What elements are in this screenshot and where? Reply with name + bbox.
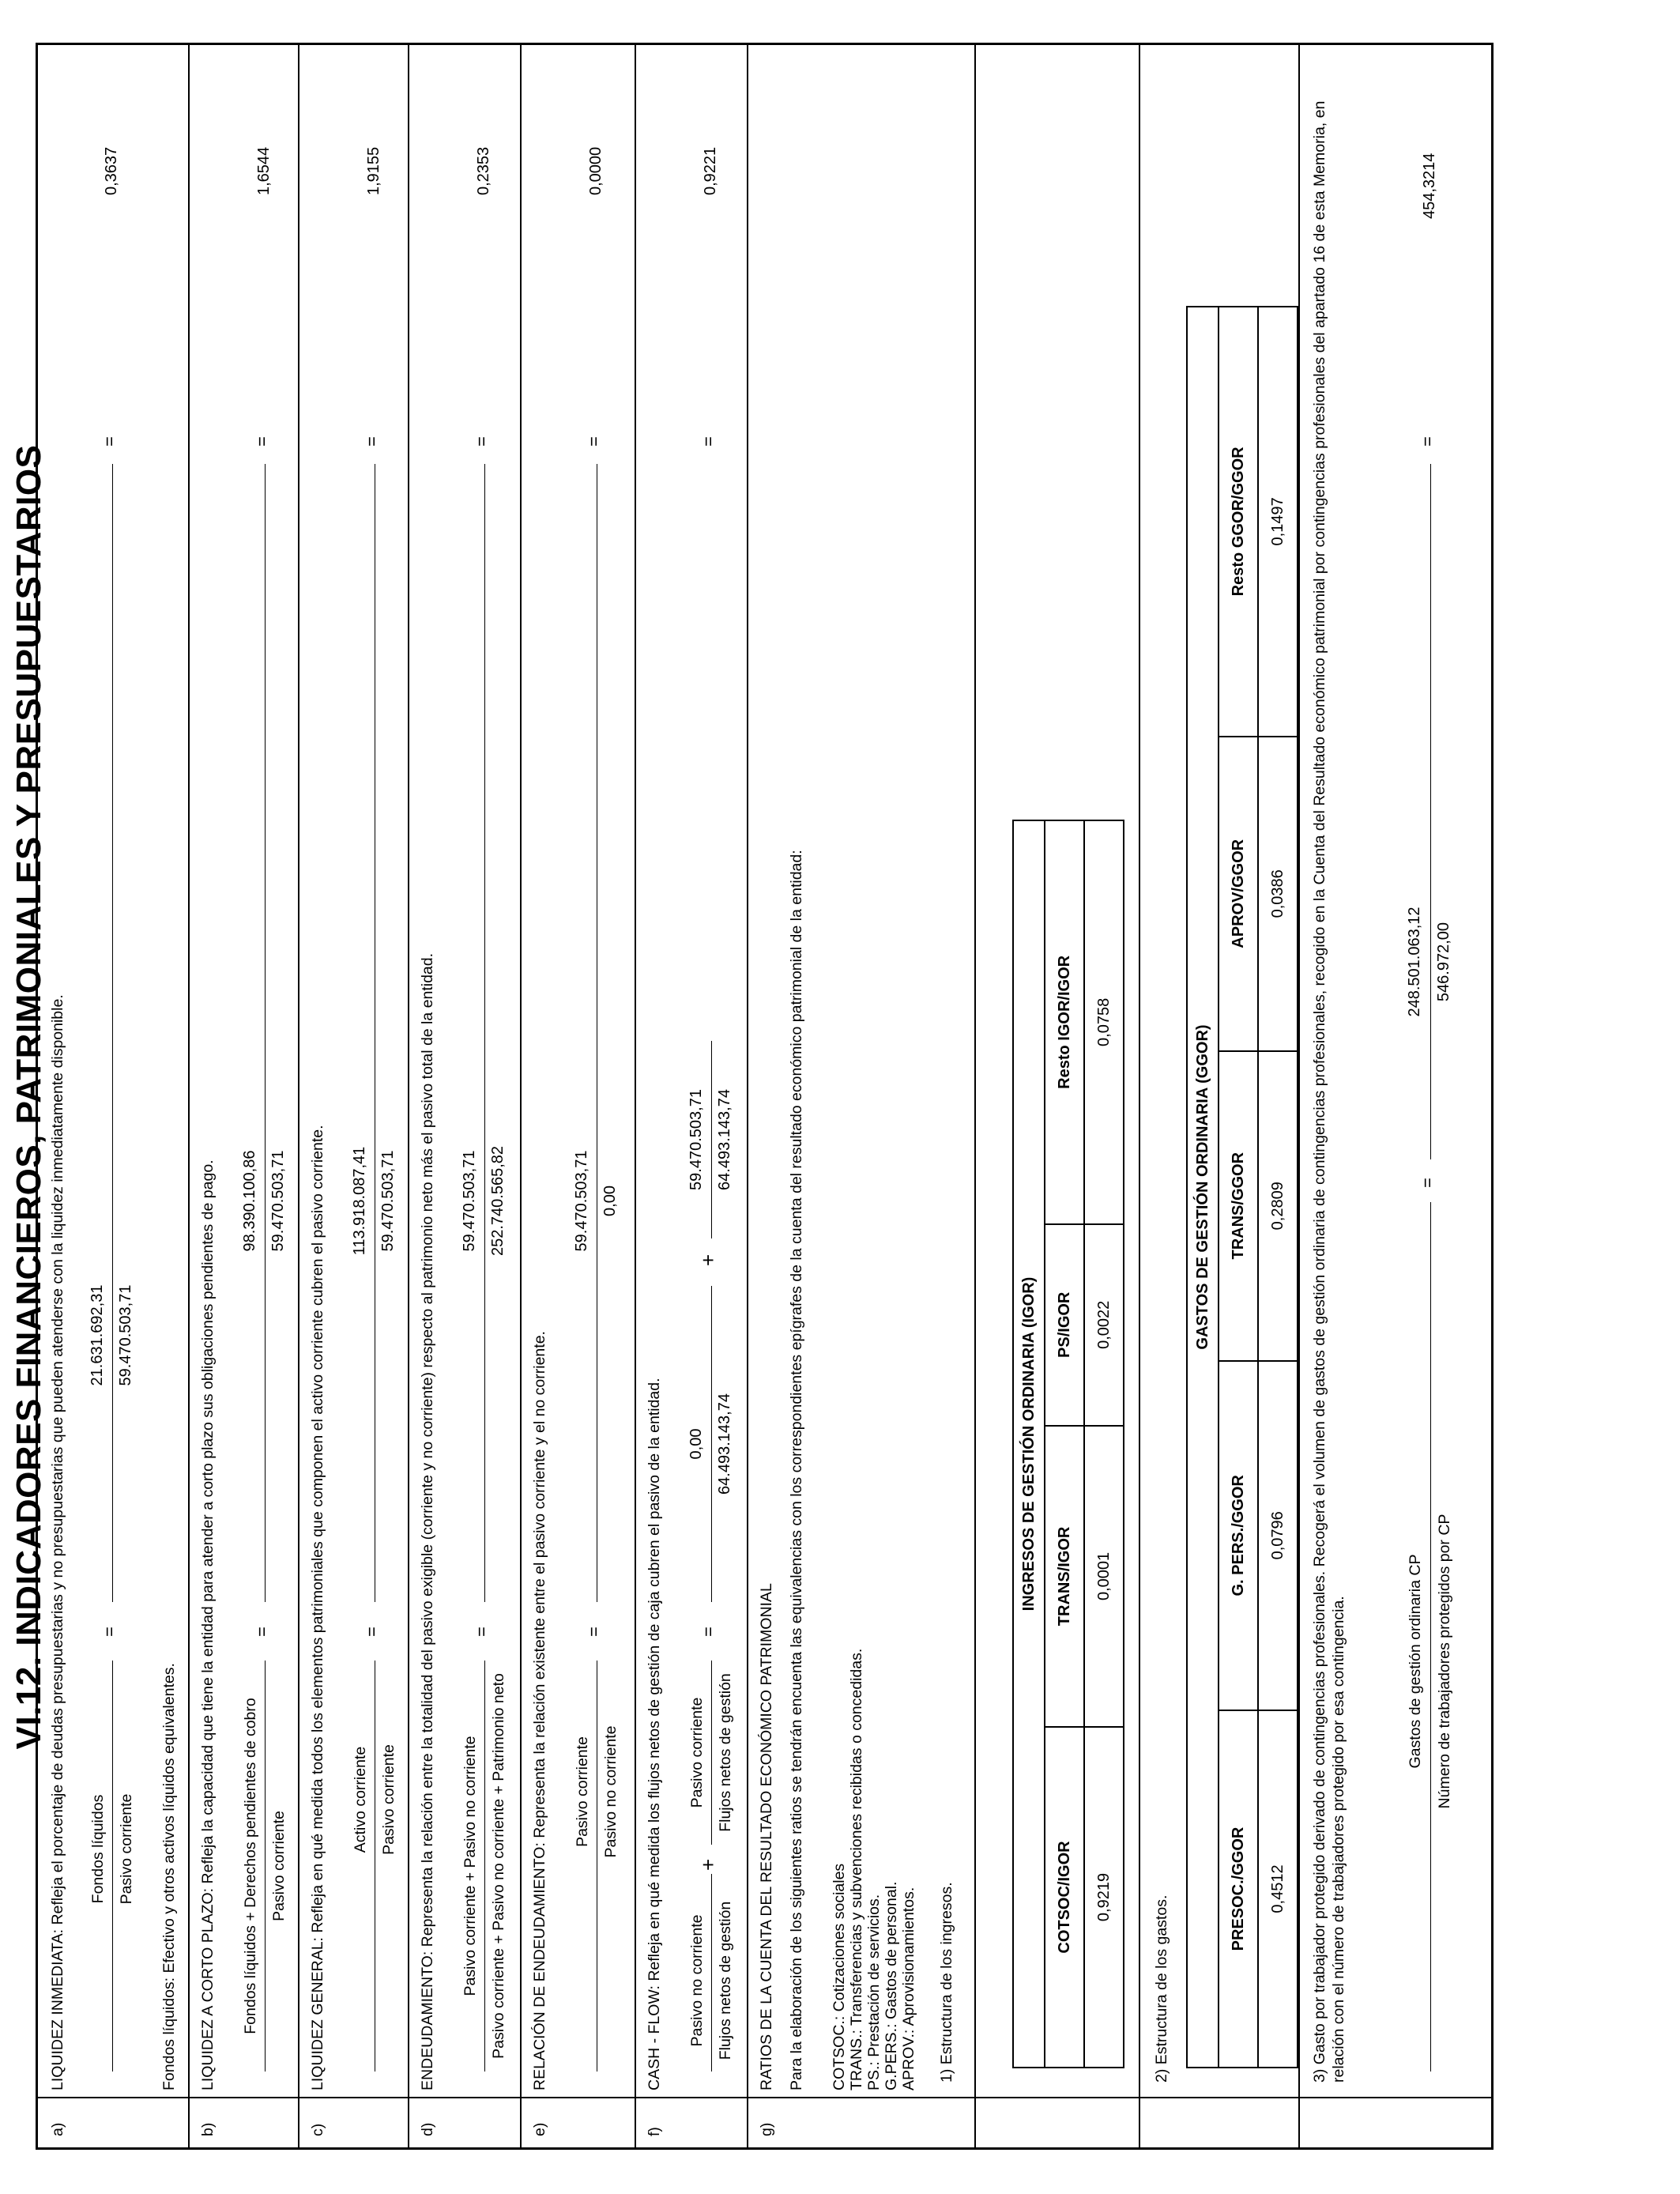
- income-structure-table: [1044, 820, 1124, 2068]
- equals-sign: =: [362, 1627, 382, 1637]
- income-value: 0,9219: [1084, 1727, 1124, 2068]
- formula-numerator-label: Fondos líquidos + Derechos pendientes de cobro: [242, 1698, 259, 2034]
- formula-numerator-label: Fondos líquidos: [89, 1794, 107, 1904]
- numerator-value: 59.470.503,71: [687, 1089, 705, 1190]
- item-letter-e: e): [531, 2122, 548, 2136]
- equals-sign: =: [472, 1627, 492, 1637]
- ratio-result: 0,0000: [587, 146, 605, 195]
- equals-sign: =: [699, 436, 718, 447]
- row-divider: [520, 45, 522, 2147]
- ratio-result: 454,3214: [1421, 153, 1438, 219]
- formula-numerator-label: Pasivo no corriente: [688, 1914, 706, 2047]
- equals-sign: =: [584, 1627, 604, 1637]
- value-fraction-bar: [711, 1041, 712, 1238]
- numerator-value: 98.390.100,86: [241, 1150, 258, 1252]
- equals-sign: =: [1418, 436, 1437, 447]
- equals-sign: =: [252, 1627, 272, 1637]
- row-divider: [974, 45, 976, 2147]
- expense-structure-label: 2) Estructura de los gastos.: [1153, 1894, 1170, 2083]
- item-letter-b: b): [199, 2122, 217, 2136]
- cp-description: 3) Gasto por trabajador protegido derivado de contingencias profesionales. Recogerá el volumen de gastos de gestión ordinaria de contingencias profesionales, recogido en la Cuenta del Resultado económico patrimonial por contingencias profesionales del apartado 16 de esta Memoria, en relación con el número de trabajadores protegido por esa contingencia.: [1311, 100, 1347, 2083]
- numerator-value: 59.470.503,71: [461, 1150, 478, 1252]
- liquidez-inmediata-description: LIQUIDEZ INMEDIATA: Refleja el porcentaje de deudas presupuestarias y no presupuestarias que pueden atenderse con la liquidez inmediatamente disponible.: [49, 994, 66, 2090]
- row-divider: [408, 45, 409, 2147]
- plus-sign: +: [696, 1253, 720, 1266]
- formula-numerator-label: Gastos de gestión ordinaria CP: [1407, 1554, 1424, 1769]
- fraction-bar: [711, 1874, 712, 2071]
- income-table-title: INGRESOS DE GESTIÓN ORDINARIA (IGOR): [1012, 820, 1044, 2068]
- equals-sign: =: [584, 436, 604, 447]
- expense-table-title: GASTOS DE GESTIÓN ORDINARIA (GGOR): [1186, 306, 1218, 2068]
- denominator-value: 59.470.503,71: [379, 1150, 397, 1252]
- fraction-bar: [711, 1661, 712, 1845]
- value-fraction-bar: [711, 1286, 712, 1602]
- equals-sign: =: [252, 436, 272, 447]
- formula-numerator-label: Pasivo corriente: [688, 1697, 706, 1808]
- indicators-frame: [36, 43, 1494, 2150]
- denominator-value: 59.470.503,71: [117, 1284, 134, 1386]
- denominator-value: 0,00: [601, 1186, 619, 1216]
- denominator-value: 64.493.143,74: [716, 1393, 733, 1495]
- value-fraction-bar: [112, 464, 113, 1602]
- equals-sign: =: [100, 436, 119, 447]
- item-letter-g: g): [758, 2122, 775, 2136]
- equals-sign: =: [1418, 1178, 1437, 1188]
- numerator-value: 21.631.692,31: [89, 1284, 106, 1386]
- row-divider: [1298, 45, 1300, 2147]
- denominator-value: 59.470.503,71: [269, 1150, 287, 1252]
- row-divider: [1139, 45, 1140, 2147]
- legend-item: APROV.: Aprovisionamientos.: [900, 1887, 917, 2090]
- page-title: VI.12. INDICADORES FINANCIEROS, PATRIMONIALES Y PRESUPUESTARIOS: [9, 444, 48, 1750]
- expense-value: 0,0796: [1258, 1361, 1298, 1710]
- letter-column-divider: [38, 2097, 1491, 2098]
- item-letter-a: a): [49, 2122, 66, 2136]
- liquidez-corto-plazo-description: LIQUIDEZ A CORTO PLAZO: Refleja la capacidad que tiene la entidad para atender a corto plazo sus obligaciones pendientes de pago.: [199, 1159, 217, 2090]
- legend-item: PS.: Prestación de servicios.: [865, 1894, 883, 2090]
- equals-sign: =: [362, 436, 382, 447]
- formula-denominator-label: Pasivo no corriente: [602, 1725, 620, 1858]
- formula-denominator-label: Pasivo corriente: [270, 1811, 288, 1921]
- numerator-value: 59.470.503,71: [573, 1150, 590, 1252]
- item-letter-c: c): [309, 2123, 326, 2136]
- fraction-bar: [484, 1661, 485, 2071]
- income-structure-label: 1) Estructura de los ingresos.: [938, 1882, 955, 2083]
- formula-numerator-label: Activo corriente: [352, 1746, 369, 1853]
- numerator-value: 0,00: [687, 1428, 705, 1460]
- expense-value: 0,2809: [1258, 1051, 1298, 1361]
- item-letter-d: d): [419, 2122, 436, 2136]
- expense-value: 0,0386: [1258, 737, 1298, 1051]
- expense-value: 0,4512: [1258, 1710, 1298, 2068]
- formula-numerator-label: Pasivo corriente + Pasivo no corriente: [461, 1736, 479, 1996]
- ratio-result: 0,2353: [475, 146, 492, 195]
- expense-header: G. PERS./GGOR: [1219, 1361, 1258, 1710]
- equals-sign: =: [699, 1627, 718, 1637]
- formula-denominator-label: Flujos netos de gestión: [717, 1901, 734, 2060]
- expense-header: Resto GGOR/GGOR: [1219, 307, 1258, 737]
- ratio-result: 0,3637: [103, 146, 120, 195]
- item-letter-f: f): [646, 2127, 663, 2136]
- expense-header: APROV/GGOR: [1219, 737, 1258, 1051]
- value-fraction-bar: [1430, 464, 1431, 1159]
- ratio-result: 1,9155: [365, 146, 382, 195]
- expense-header: PRESOC./GGOR: [1219, 1710, 1258, 2068]
- cash-flow-description: CASH - FLOW: Refleja en qué medida los flujos netos de gestión de caja cubren el pasivo de la entidad.: [646, 1378, 663, 2090]
- value-fraction-bar: [265, 464, 266, 1602]
- formula-denominator-label: Pasivo corriente: [380, 1744, 397, 1855]
- fraction-bar: [265, 1661, 266, 2071]
- legend-item: COTSOC.: Cotizaciones sociales: [831, 1863, 848, 2090]
- value-fraction-bar: [484, 464, 485, 1602]
- ratios-heading: RATIOS DE LA CUENTA DEL RESULTADO ECONÓMICO PATRIMONIAL: [758, 1583, 775, 2090]
- income-header: PS/IGOR: [1045, 1224, 1084, 1426]
- formula-numerator-label: Pasivo corriente: [574, 1736, 591, 1847]
- denominator-value: 546.972,00: [1435, 922, 1452, 1002]
- legend-item: TRANS.: Transferencias y subvenciones recibidas o concedidas.: [848, 1648, 865, 2090]
- endeudamiento-description: ENDEUDAMIENTO: Representa la relación entre la totalidad del pasivo exigible (corriente y no corriente) respecto al patrimonio neto más el pasivo total de la entidad.: [419, 952, 436, 2090]
- ratio-result: 1,6544: [255, 146, 273, 195]
- plus-sign: +: [696, 1858, 720, 1871]
- fraction-bar: [1430, 1202, 1431, 2071]
- income-value: 0,0022: [1084, 1224, 1124, 1426]
- income-value: 0,0758: [1084, 820, 1124, 1224]
- formula-denominator-label: Pasivo corriente: [118, 1793, 135, 1905]
- equals-sign: =: [100, 1627, 119, 1637]
- fraction-bar: [112, 1661, 113, 2071]
- legend-item: G.PERS.: Gastos de personal.: [883, 1881, 900, 2090]
- income-header: Resto IGOR/IGOR: [1045, 820, 1084, 1224]
- numerator-value: 113.918.087,41: [351, 1146, 368, 1256]
- fondos-liquidos-note: Fondos líquidos: Efectivo y otros activos líquidos equivalentes.: [160, 1663, 178, 2090]
- relacion-endeudamiento-description: RELACIÓN DE ENDEUDAMIENTO: Representa la relación existente entre el pasivo corriente y el no corriente.: [531, 1331, 548, 2090]
- expense-header: TRANS/GGOR: [1219, 1051, 1258, 1361]
- denominator-value: 64.493.143,74: [716, 1089, 733, 1190]
- equals-sign: =: [472, 436, 492, 447]
- income-value: 0,0001: [1084, 1426, 1124, 1727]
- expense-value: 0,1497: [1258, 307, 1298, 737]
- income-header: COTSOC/IGOR: [1045, 1727, 1084, 2068]
- formula-denominator-label: Flujos netos de gestión: [717, 1673, 734, 1832]
- ratio-result: 0,9221: [702, 146, 719, 195]
- ratios-intro: Para la elaboración de los siguientes ratios se tendrán encuenta las equivalencias con los correspondientes epígrafes de la cuenta del resultado económico patrimonial de la entidad:: [788, 850, 805, 2090]
- numerator-value: 248.501.063,12: [1406, 907, 1423, 1017]
- formula-denominator-label: Pasivo corriente + Pasivo no corriente + Patrimonio neto: [490, 1673, 507, 2059]
- row-divider: [298, 45, 299, 2147]
- row-divider: [188, 45, 190, 2147]
- formula-denominator-label: Número de trabajadores protegidos por CP: [1436, 1514, 1453, 1809]
- row-divider: [747, 45, 748, 2147]
- row-divider: [635, 45, 636, 2147]
- denominator-value: 252.740.565,82: [489, 1145, 507, 1257]
- expense-structure-table: [1218, 306, 1298, 2068]
- liquidez-general-description: LIQUIDEZ GENERAL: Refleja en qué medida todos los elementos patrimoniales que componen el activo corriente cubren el pasivo corriente.: [309, 1125, 326, 2090]
- income-header: TRANS/IGOR: [1045, 1426, 1084, 1727]
